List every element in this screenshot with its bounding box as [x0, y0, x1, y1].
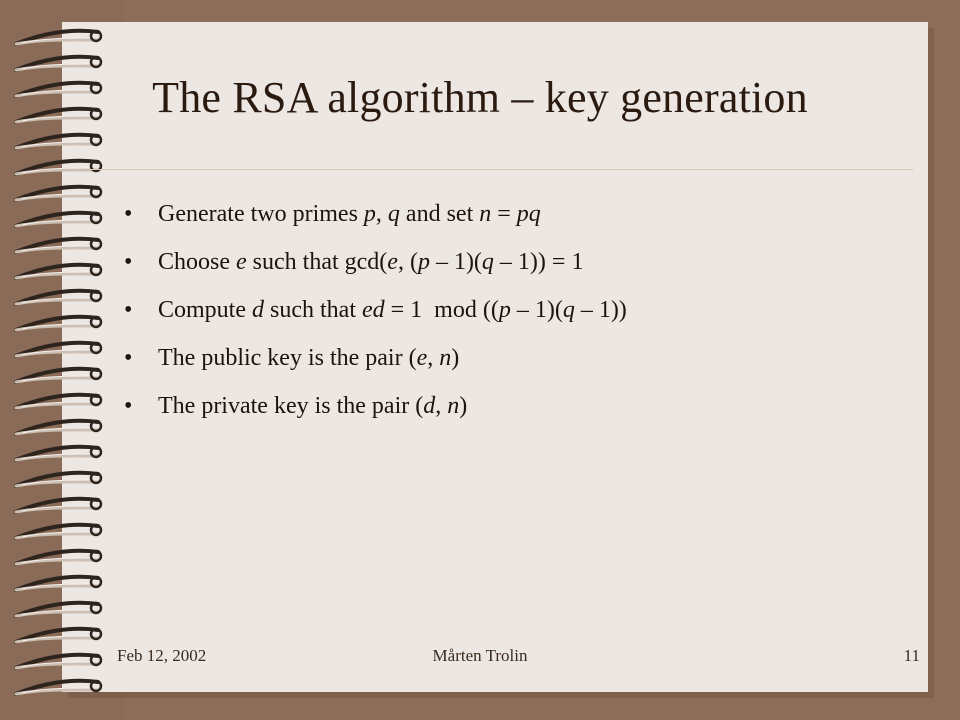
spiral-ring — [16, 525, 101, 538]
spiral-ring — [16, 369, 101, 382]
bullet-text: , — [375, 201, 388, 227]
spiral-ring — [16, 395, 101, 408]
bullet-text: , — [427, 345, 440, 371]
spiral-ring — [16, 213, 101, 226]
bullet-list — [124, 192, 627, 432]
spiral-ring — [16, 135, 101, 148]
spiral-ring — [16, 421, 101, 434]
bullet-text: – 1)) = 1 — [493, 249, 584, 275]
bullet-dot: • — [124, 393, 133, 419]
bullet-text: – 1)( — [429, 249, 482, 275]
bullet-text: Generate two primes — [158, 201, 364, 227]
bullet-item — [124, 336, 627, 384]
math-variable: p — [363, 201, 376, 227]
bullet-item — [124, 240, 627, 288]
spiral-ring — [16, 681, 101, 694]
math-variable: q — [562, 297, 575, 323]
page-number: 11 — [903, 646, 920, 665]
math-variable: n — [439, 345, 452, 371]
slide-title: The RSA algorithm – key generation — [152, 73, 808, 122]
title-divider — [90, 169, 913, 170]
bullet-dot: • — [124, 249, 133, 275]
bullet-dot: • — [124, 297, 133, 323]
bullet-item — [124, 384, 627, 432]
spiral-ring — [16, 499, 101, 512]
spiral-ring — [16, 187, 101, 200]
math-variable: n — [447, 393, 460, 419]
bullet-text: and set — [399, 201, 480, 227]
bullet-item — [124, 288, 627, 336]
math-variable: pq — [516, 201, 541, 227]
math-variable: e — [236, 249, 247, 275]
spiral-ring — [16, 603, 101, 616]
math-variable: e — [387, 249, 398, 275]
bullet-item — [124, 192, 627, 240]
math-variable: p — [417, 249, 430, 275]
bullet-text: = 1 mod (( — [384, 297, 499, 323]
math-variable: d — [252, 297, 264, 323]
spiral-ring — [16, 629, 101, 642]
spiral-ring — [16, 473, 101, 486]
bullet-text: The public key is the pair ( — [158, 345, 417, 371]
bullet-text: Choose — [158, 249, 236, 275]
math-variable: ed — [361, 297, 385, 323]
math-variable: q — [387, 201, 400, 227]
spiral-ring — [16, 551, 101, 564]
spiral-ring — [16, 317, 101, 330]
bullet-text: Compute — [158, 297, 252, 323]
bullet-text: , ( — [397, 249, 418, 275]
footer-date: Feb 12, 2002 — [117, 646, 207, 665]
bullet-text: – 1)( — [510, 297, 563, 323]
math-variable: e — [416, 345, 428, 371]
bullet-text: = — [491, 201, 517, 227]
bullet-text: – 1)) — [574, 297, 627, 323]
spiral-ring — [16, 57, 101, 70]
bullet-dot: • — [124, 345, 133, 371]
math-variable: n — [479, 201, 492, 227]
math-variable: d — [423, 393, 436, 419]
bullet-text: such that gcd( — [246, 249, 388, 275]
spiral-ring — [16, 577, 101, 590]
spiral-ring — [16, 239, 101, 252]
bullet-text: ) — [451, 345, 460, 371]
spiral-ring — [16, 291, 101, 304]
spiral-ring — [16, 265, 101, 278]
bullet-text: such that — [264, 297, 362, 323]
spiral-ring — [16, 161, 101, 174]
math-variable: q — [481, 249, 494, 275]
bullet-text: ) — [459, 393, 468, 419]
spiral-ring — [16, 343, 101, 356]
bullet-text: The private key is the pair ( — [158, 393, 424, 419]
bullet-text: , — [435, 393, 448, 419]
math-variable: p — [498, 297, 511, 323]
bullet-dot: • — [124, 201, 133, 227]
footer-author: Mårten Trolin — [432, 646, 528, 665]
spiral-ring — [16, 447, 101, 460]
spiral-ring — [16, 31, 101, 44]
